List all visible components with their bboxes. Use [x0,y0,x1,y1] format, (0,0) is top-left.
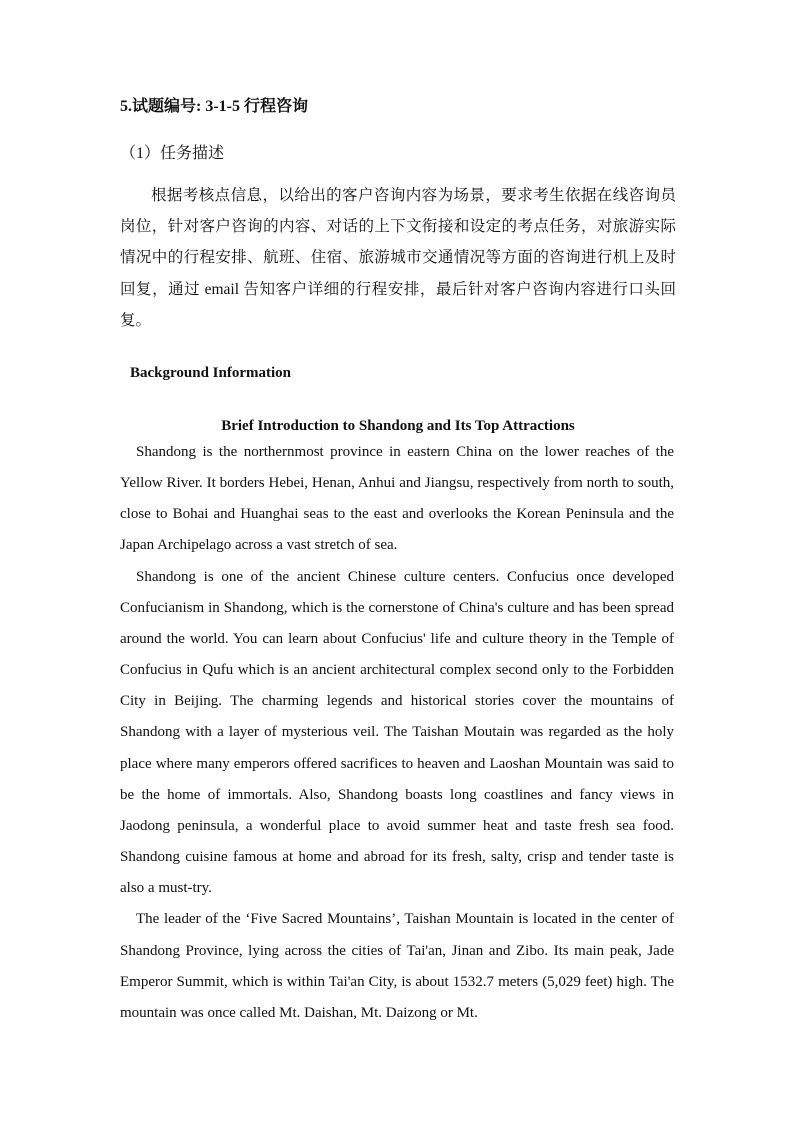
task-description-paragraph: 根据考核点信息，以给出的客户咨询内容为场景，要求考生依据在线咨询员岗位，针对客户咨询的内容、对话的上下文衔接和设定的考点任务，对旅游实际情况中的行程安排、航班、住宿、旅游城市交通情况等方面的咨询进行机上及时回复，通过 email 告知客户详细的行程安排，最后针对客户咨询内容进行口头回复。 [120,187,676,329]
article-title: Brief Introduction to Shandong and Its Top Attractions [221,418,575,434]
article-paragraph-1: Shandong is the northernmost province in eastern China on the lower reaches of the Yellow River. It borders Hebei, Henan, Anhui and Jiangsu, respectively from north to south, close to Bohai and Huanghai seas to the east and overlooks the Korean Peninsula and the Japan Archipelago across a vast stretch of sea. [120,444,674,554]
task-description-subheading: （1）任务描述 [120,145,225,162]
article-paragraph-2: Shandong is one of the ancient Chinese culture centers. Confucius once developed Confucianism in Shandong, which is the cornerstone of China's culture and has been spread around the world. You can learn about Confucius' life and culture theory in the Temple of Confucius in Qufu which is an ancient architectural complex second only to the Forbidden City in Beijing. The charming legends and historical stories cover the mountains of Shandong with a layer of mysterious veil. The Taishan Moutain was regarded as the holy place where many emperors offered sacrifices to heaven and Laoshan Mountain was said to be the home of immortals. Also, Shandong boasts long coastlines and fancy views in Jaodong peninsula, a wonderful place to avoid summer heat and taste fresh sea food. Shandong cuisine famous at home and abroad for its fresh, salty, crisp and tender taste is also a must-try. [120,568,674,897]
question-heading: 5.试题编号: 3-1-5 行程咨询 [120,98,308,115]
background-information-label: Background Information [130,365,292,381]
article-paragraph-3: The leader of the ‘Five Sacred Mountains’, Taishan Mountain is located in the center of Shandong Province, lying across the cities of Tai'an, Jinan and Zibo. Its main peak, Jade Emperor Summit, which is within Tai'an City, is about 1532.7 meters (5,029 feet) high. The mountain was once called Mt. Daishan, Mt. Daizong or Mt. [120,911,674,1021]
article-body [120,437,674,1029]
